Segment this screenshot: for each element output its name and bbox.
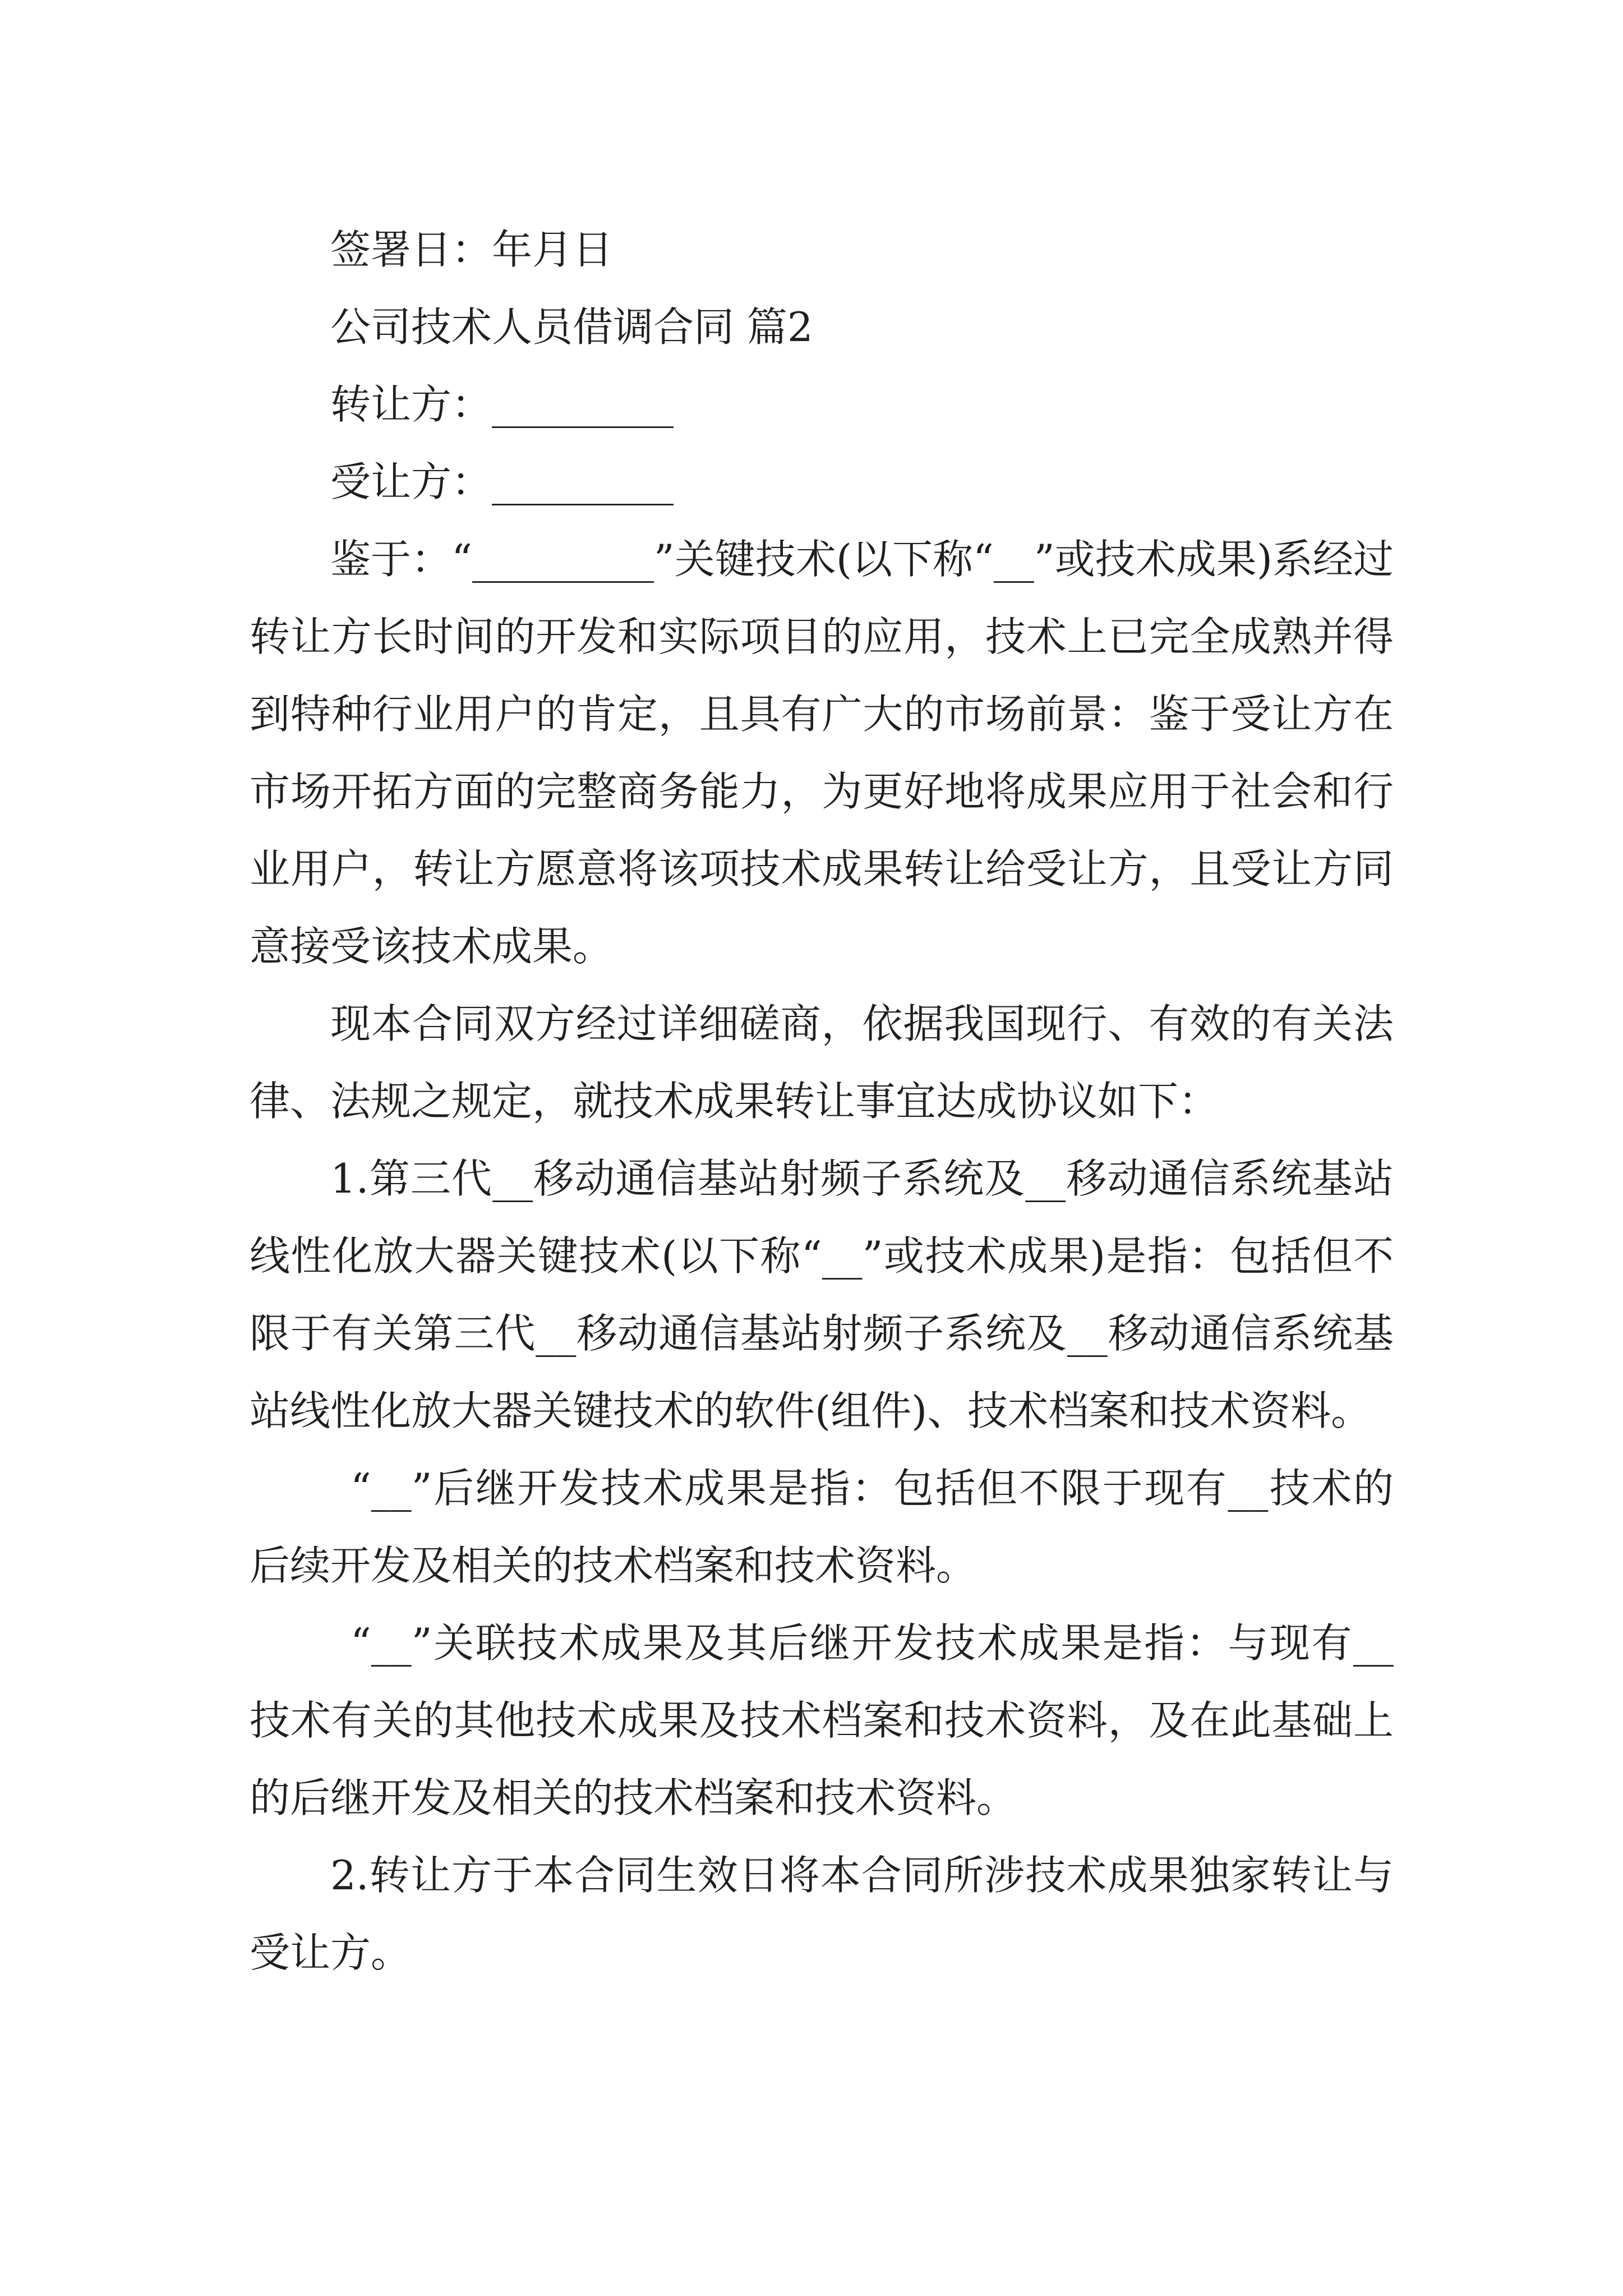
- related-technology-paragraph: “__”关联技术成果及其后继开发技术成果是指：与现有__技术有关的其他技术成果及技术档案和技术资料，及在此基础上的后继开发及相关的技术档案和技术资料。: [250, 1619, 1394, 1821]
- contract-title: 公司技术人员借调合同 篇2: [330, 303, 813, 351]
- agreement-intro-paragraph: 现本合同双方经过详细磋商，依据我国现行、有效的有关法律、法规之规定，就技术成果转让事宜达成协议如下：: [250, 1000, 1394, 1125]
- transferor-line: 转让方：_________: [330, 381, 674, 428]
- clause-2-paragraph: 2.转让方于本合同生效日将本合同所涉技术成果独家转让与受让方。: [250, 1852, 1394, 1976]
- follow-up-development-paragraph: “__”后继开发技术成果是指：包括但不限于现有__技术的后续开发及相关的技术档案和技术资料。: [250, 1465, 1394, 1589]
- transferee-line: 受让方：_________: [330, 458, 674, 505]
- recital-paragraph: 鉴于：“_________”关键技术(以下称“__”或技术成果)系经过转让方长时间的开发和实际项目的应用，技术上已完全成熟并得到特种行业用户的肯定，且具有广大的市场前景：鉴于受让方在市场开拓方面的完整商务能力，为更好地将成果应用于社会和行业用户，转让方愿意将该项技术成果转让给受让方，且受让方同意接受该技术成果。: [250, 536, 1394, 970]
- document-body: [250, 211, 1394, 1991]
- signing-date-line: 签署日：年月日: [330, 226, 614, 273]
- clause-1-paragraph: 1.第三代__移动通信基站射频子系统及__移动通信系统基站线性化放大器关键技术(以下称“__”或技术成果)是指：包括但不限于有关第三代__移动通信基站射频子系统及__移动通信系统基站线性化放大器关键技术的软件(组件)、技术档案和技术资料。: [250, 1155, 1394, 1434]
